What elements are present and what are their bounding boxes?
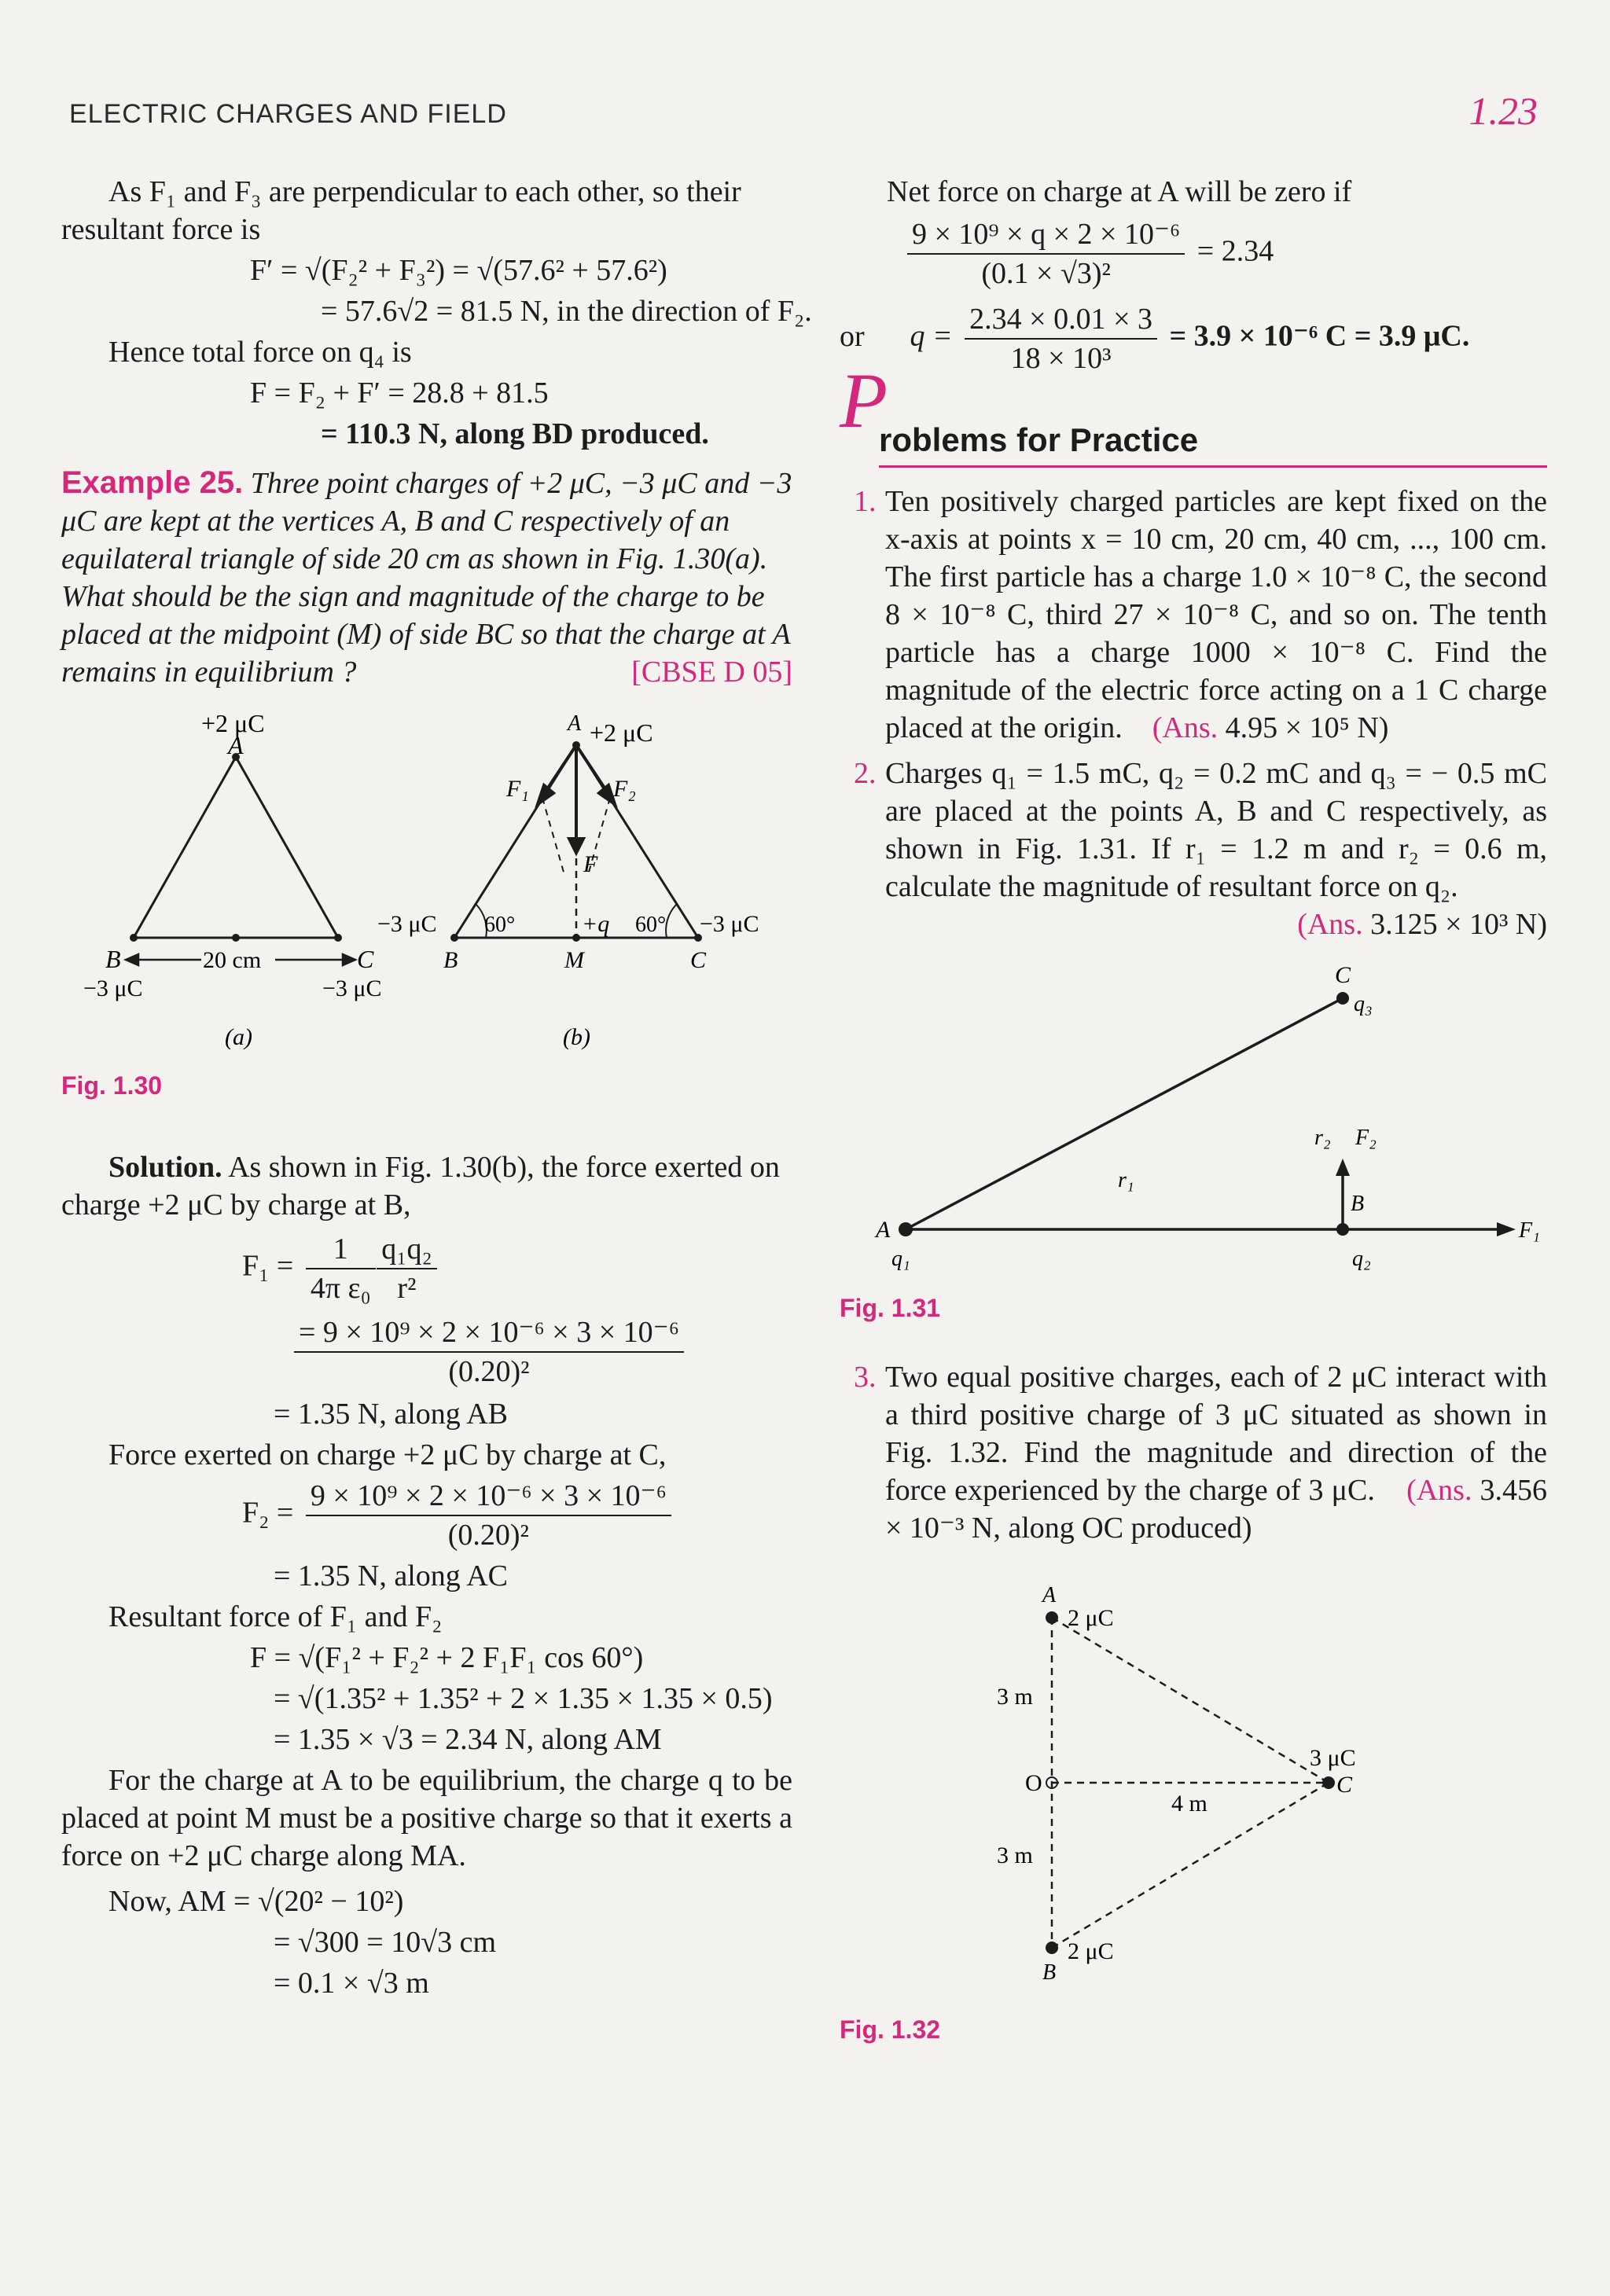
- answer-value: 3.456 × 10⁻³ N, along OC produced): [885, 1474, 1548, 1545]
- problem-text: Charges q₁ = 1.5 mC, q₂ = 0.2 mC and q₃ = − 0.5 mC are placed at the points A, B and C respectively, as shown in Fig. 1.31. If r₁ = 1.2 m and r₂ = 0.6 m, calculate the magnitude of resultant force on q₂.: [885, 757, 1547, 903]
- distance-label: 3 m: [997, 1842, 1033, 1868]
- right-column: [840, 173, 1547, 2052]
- problem-text: Ten positively charged particles are kept fixed on the x-axis at points x = 10 cm, 20 cm, 40 cm, ..., 100 cm. The first particle has a charge 1.0 × 10⁻⁸ C, the second 8 × 10⁻⁸ C, third 27 × 10⁻⁸ C, and so on. The tenth particle has a charge 1000 × 10⁻⁸ C. Find the magnitude of the electric force acting on a 1 C charge placed at the origin.: [885, 485, 1547, 744]
- problem-3: [840, 1358, 1547, 1547]
- ac-dashed: [1052, 1618, 1329, 1783]
- charge-b-point: [130, 934, 138, 942]
- point-label: O: [1025, 1770, 1042, 1796]
- problem-number: 1.: [854, 485, 877, 518]
- force-label: F₁: [1519, 1218, 1540, 1243]
- subfigure-label: (a): [225, 1024, 252, 1050]
- or-label: or: [840, 319, 865, 353]
- equation: = 1.35 N, along AC: [274, 1559, 508, 1593]
- equation-net: [840, 215, 1547, 292]
- force-label: F₁: [506, 776, 529, 802]
- figure-caption: Fig. 1.32: [840, 2015, 941, 2044]
- point-label: A: [876, 1217, 891, 1243]
- vertex-label: M: [564, 947, 584, 973]
- side-length: 20 cm: [203, 947, 262, 973]
- chapter-header: ELECTRIC CHARGES AND FIELD: [69, 99, 507, 129]
- page-number: 1.23: [1468, 89, 1538, 133]
- charge-label: q₂: [1352, 1247, 1371, 1271]
- force-arrow-f1: [538, 785, 553, 804]
- lhs: q =: [910, 319, 953, 353]
- vertex-label: B: [443, 947, 458, 973]
- problem-1: [840, 483, 1547, 747]
- text-line: Net force on charge at A will be zero if: [887, 175, 1352, 208]
- denominator: 4π ε₀: [310, 1272, 371, 1305]
- charge-label: 2 μC: [1068, 1938, 1114, 1964]
- heading-rule: [879, 465, 1547, 468]
- equation: Now, AM = √(20² − 10²): [108, 1885, 404, 1918]
- example-label: Example 25.: [61, 465, 244, 500]
- figure-1-32: [840, 1570, 1547, 2011]
- numerator: 9 × 10⁹ × 2 × 10⁻⁶ × 3 × 10⁻⁶: [306, 1477, 671, 1516]
- equation: = 1.35 × √3 = 2.34 N, along AM: [274, 1723, 662, 1756]
- equation: F = F₂ + F′ = 28.8 + 81.5: [250, 377, 549, 410]
- heading-text: roblems for Practice: [879, 421, 1199, 458]
- problem-2: [840, 755, 1547, 943]
- example-tag: [CBSE D 05]: [631, 656, 792, 689]
- equation: = 0.1 × √3 m: [274, 1967, 429, 2000]
- answer: [885, 906, 1547, 943]
- fraction: [306, 1230, 376, 1307]
- denominator: (0.20)²: [447, 1519, 529, 1552]
- arrow-left: [126, 954, 138, 965]
- force-arrow-f2: [1336, 1159, 1350, 1176]
- rhs: = 2.34: [1196, 234, 1274, 268]
- fraction: [294, 1313, 684, 1390]
- text-line: Hence total force on q₄ is: [108, 336, 412, 369]
- solution-text: As shown in Fig. 1.30(b), the force exerted on charge +2 μC by charge at B,: [61, 1151, 780, 1221]
- vertex-label: C: [357, 945, 374, 973]
- vertex-label: B: [105, 945, 121, 973]
- charge-label: q₁: [891, 1247, 910, 1271]
- fig-1-30a: [134, 757, 338, 938]
- text-line: As F₁ and F₃ are perpendicular to each other, so their resultant force is: [61, 175, 741, 246]
- answer-value: 3.125 × 10³ N): [1370, 908, 1547, 941]
- text-paragraph: For the charge at A to be equilibrium, the charge q to be placed at point M must be a positive charge so that it exerts a force on +2 μC charge along MA.: [61, 1764, 792, 1872]
- equation-f1b: [61, 1313, 792, 1390]
- problem-number: 2.: [854, 757, 877, 790]
- equation: = √300 = 10√3 cm: [274, 1926, 496, 1959]
- point-label: C: [1336, 1772, 1353, 1798]
- answer-label: (Ans.: [1152, 711, 1219, 744]
- charge-label: −3 μC: [377, 911, 437, 937]
- numerator: = 9 × 10⁹ × 2 × 10⁻⁶ × 3 × 10⁻⁶: [294, 1313, 684, 1353]
- figure-1-30: [61, 694, 792, 1064]
- charge-label: 3 μC: [1310, 1745, 1356, 1771]
- subfigure-label: (b): [563, 1024, 590, 1050]
- charge-a: [1046, 1611, 1058, 1624]
- answer: [1130, 711, 1388, 744]
- denominator: (0.1 × √3)²: [981, 257, 1111, 290]
- denominator: 18 × 10³: [1010, 342, 1112, 375]
- equation: = 110.3 N, along BD produced.: [321, 417, 709, 450]
- answer-label: (Ans.: [1406, 1474, 1472, 1507]
- equation: F′ = √(F₂² + F₃²) = √(57.6² + 57.6²): [250, 254, 667, 287]
- example-text: Three point charges of +2 μC, −3 μC and −3 μC are kept at the vertices A, B and C respectively of an equilateral triangle of side 20 cm as shown in Fig. 1.30(a). What should be the sign and magnitude of the charge to be placed at the midpoint (M) of side BC so that the charge at A remains in equilibrium ?: [61, 467, 792, 689]
- example-25: [61, 464, 792, 691]
- charge-b: [1336, 1223, 1349, 1236]
- charge-label: −3 μC: [322, 975, 382, 1001]
- fraction: [306, 1477, 671, 1554]
- angle-label: 60°: [484, 913, 516, 937]
- lhs: F₂ =: [242, 1496, 294, 1530]
- charge-label: −3 μC: [83, 975, 143, 1001]
- figure-caption: Fig. 1.30: [61, 1071, 163, 1100]
- denominator: r²: [397, 1272, 417, 1305]
- figure-caption: Fig. 1.31: [840, 1294, 941, 1322]
- equation: = √(1.35² + 1.35² + 2 × 1.35 × 1.35 × 0.5): [274, 1682, 773, 1715]
- left-column: [61, 173, 812, 2005]
- force-label: F: [583, 851, 598, 877]
- charge-a: [899, 1222, 913, 1236]
- charge-c-point: [334, 934, 342, 942]
- equation: = 57.6√2 = 81.5 N, in the direction of F₂.: [321, 295, 812, 328]
- force-arrow-f2: [599, 785, 615, 804]
- distance-label: r₁: [1118, 1168, 1134, 1192]
- solution-label: Solution.: [108, 1151, 222, 1184]
- equation-f1: [61, 1230, 792, 1307]
- force-arrow-f: [569, 839, 583, 853]
- point-label: A: [1042, 1583, 1057, 1607]
- denominator: (0.20)²: [448, 1355, 530, 1388]
- vertex-label: A: [568, 711, 582, 736]
- distance-label: 3 m: [997, 1684, 1033, 1710]
- numerator: q₁q₂: [377, 1230, 437, 1269]
- fraction: [965, 300, 1157, 377]
- hypotenuse: [906, 998, 1343, 1229]
- rhs: = 3.9 × 10⁻⁶ C = 3.9 μC.: [1169, 319, 1470, 353]
- midpoint: [232, 934, 240, 942]
- charge-label: +2 μC: [590, 718, 653, 747]
- equation: = 1.35 N, along AB: [274, 1398, 508, 1431]
- force-arrow-f1: [1497, 1222, 1516, 1236]
- charge-label: q₃: [1354, 992, 1373, 1016]
- arrow-right: [343, 954, 355, 965]
- vertex-label: A: [228, 731, 244, 759]
- solution: [61, 1148, 792, 1224]
- problem-text: Two equal positive charges, each of 2 μC interact with a third positive charge of 3 μC situated as shown in Fig. 1.32. Find the magnitude and direction of the force experienced by the charge of 3 μC.: [885, 1361, 1547, 1507]
- figure-1-31: [840, 951, 1547, 1289]
- fraction: [377, 1230, 437, 1307]
- distance-label: 4 m: [1171, 1791, 1208, 1817]
- answer-value: 4.95 × 10⁵ N): [1225, 711, 1389, 744]
- equation: F = √(F₁² + F₂² + 2 F₁F₁ cos 60°): [250, 1641, 644, 1674]
- charge-label: +q: [582, 911, 610, 937]
- numerator: 2.34 × 0.01 × 3: [965, 300, 1157, 340]
- text-line: Force exerted on charge +2 μC by charge at C,: [108, 1438, 667, 1471]
- numerator: 9 × 10⁹ × q × 2 × 10⁻⁶: [907, 215, 1185, 255]
- charge-b: [1046, 1941, 1058, 1954]
- problem-number: 3.: [854, 1361, 877, 1394]
- charge-label: +2 μC: [201, 709, 265, 737]
- angle-label: 60°: [635, 913, 667, 937]
- equation-q: [840, 300, 1547, 377]
- lhs: F₁ =: [242, 1249, 294, 1283]
- text-line: Resultant force of F₁ and F₂: [108, 1600, 443, 1633]
- point-label: B: [1042, 1960, 1057, 1985]
- force-label: F₂: [1355, 1126, 1377, 1150]
- fraction: [907, 215, 1185, 292]
- answer-label: (Ans.: [1297, 908, 1363, 941]
- charge-c: [1336, 992, 1349, 1005]
- point-label: C: [1335, 962, 1351, 988]
- charge-c: [1322, 1776, 1335, 1789]
- force-label: F₂: [613, 776, 636, 802]
- charge-label: 2 μC: [1068, 1605, 1114, 1631]
- equation-f2: [61, 1477, 792, 1554]
- numerator: 1: [306, 1230, 376, 1269]
- distance-label: r₂: [1314, 1126, 1331, 1150]
- charge-label: −3 μC: [700, 911, 759, 937]
- vertex-label: C: [690, 947, 707, 973]
- point-label: B: [1351, 1192, 1365, 1216]
- heading-initial: P: [840, 357, 888, 444]
